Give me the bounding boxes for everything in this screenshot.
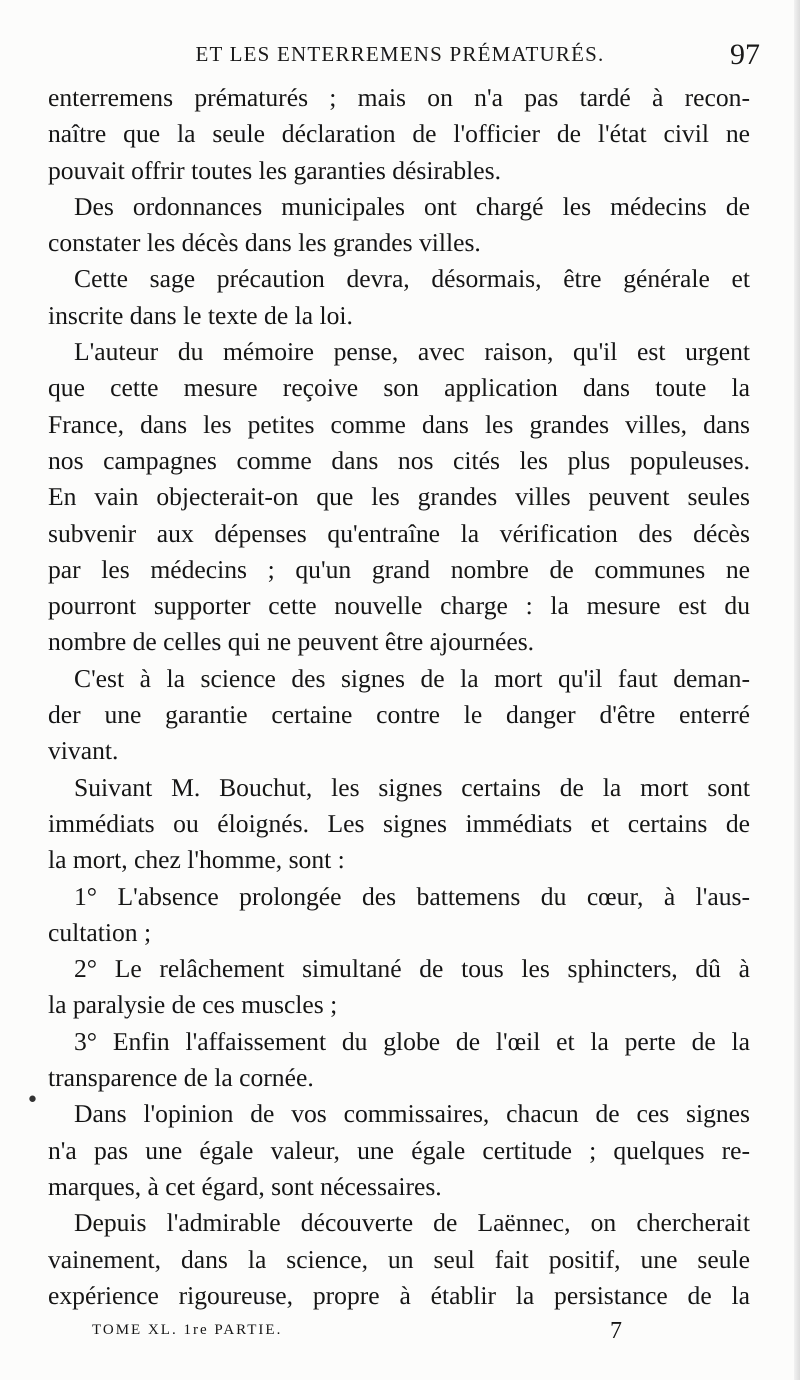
text-line: que cette mesure reçoive son application dans toute la [48, 373, 750, 403]
text-line: vivant. [48, 736, 119, 766]
text-line: vainement, dans la science, un seul fait positif, une seule [48, 1244, 750, 1274]
text-line: L'auteur du mémoire pense, avec raison, qu'il est urgent [74, 337, 750, 367]
page-footer [92, 1318, 652, 1352]
text-line: France, dans les petites comme dans les grandes villes, dans [48, 409, 750, 439]
running-title: ET LES ENTERREMENS PRÉMATURÉS. [195, 42, 605, 66]
text-line: par les médecins ; qu'un grand nombre de communes ne [48, 554, 750, 584]
text-line: immédiats ou éloignés. Les signes immédiats et certains de [48, 808, 750, 838]
text-line: transparence de la cornée. [48, 1063, 314, 1093]
text-line: Cette sage précaution devra, désormais, être générale et [74, 264, 750, 294]
text-line: subvenir aux dépenses qu'entraîne la vérification des décès [48, 518, 750, 548]
text-line: pourront supporter cette nouvelle charge : la mesure est du [48, 591, 750, 621]
ink-blot-mark: • [26, 1088, 39, 1113]
text-line: expérience rigoureuse, propre à établir la persistance de la [48, 1280, 750, 1310]
text-line: En vain objecterait-on que les grandes villes peuvent seules [48, 482, 750, 512]
text-line: n'a pas une égale valeur, une égale certitude ; quelques re- [48, 1135, 750, 1165]
text-line: marques, à cet égard, sont nécessaires. [48, 1171, 442, 1201]
text-line: 3° Enfin l'affaissement du globe de l'œil et la perte de la [74, 1026, 750, 1056]
text-line: inscrite dans le texte de la loi. [48, 300, 353, 330]
body-text [48, 80, 750, 1314]
text-line: C'est à la science des signes de la mort qu'il faut deman- [74, 663, 750, 693]
signature-mark: TOME XL. 1re PARTIE. [92, 1322, 283, 1338]
text-line: Suivant M. Bouchut, les signes certains de la mort sont [74, 772, 750, 802]
text-line: der une garantie certaine contre le danger d'être enterré [48, 700, 750, 730]
signature-number: 7 [610, 1318, 622, 1344]
text-line: cultation ; [48, 917, 152, 947]
text-line: la paralysie de ces muscles ; [48, 990, 338, 1020]
text-line: 2° Le relâchement simultané de tous les sphincters, dû à [74, 954, 750, 984]
running-head [40, 38, 760, 78]
text-line: constater les décès dans les grandes villes. [48, 228, 481, 258]
page-number: 97 [730, 38, 760, 71]
text-line: nombre de celles qui ne peuvent être ajournées. [48, 627, 535, 657]
text-line: 1° L'absence prolongée des battemens du cœur, à l'aus- [74, 881, 750, 911]
text-line: la mort, chez l'homme, sont : [48, 845, 345, 875]
scan-edge-shadow [794, 0, 800, 1380]
text-line: Dans l'opinion de vos commissaires, chacun de ces signes [74, 1099, 750, 1129]
text-line: Des ordonnances municipales ont chargé les médecins de [74, 191, 750, 221]
text-line: pouvait offrir toutes les garanties désirables. [48, 155, 501, 185]
text-line: naître que la seule déclaration de l'officier de l'état civil ne [48, 119, 750, 149]
text-line: nos campagnes comme dans nos cités les plus populeuses. [48, 445, 750, 475]
text-line: Depuis l'admirable découverte de Laënnec, on chercherait [74, 1208, 750, 1238]
text-line: enterremens prématurés ; mais on n'a pas tardé à recon- [48, 83, 750, 112]
